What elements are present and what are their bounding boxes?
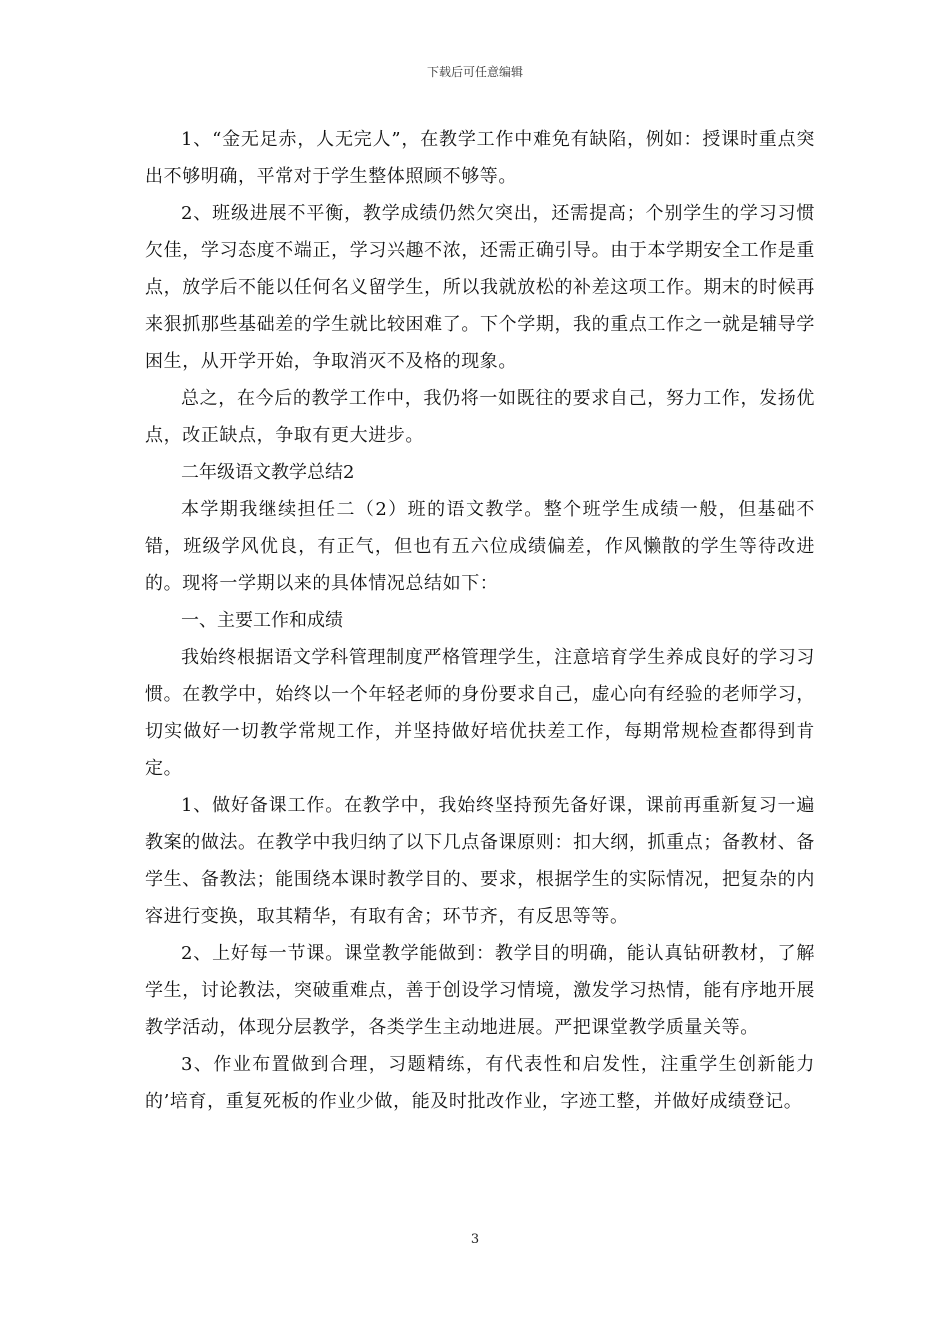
page-header: 下载后可任意编辑: [426, 65, 523, 79]
paragraph-intro: 本学期我继续担任二（2）班的语文教学。整个班学生成绩一般，但基础不错，班级学风优良，有正气，但也有五六位成绩偏差，作风懒散的学生等待改进的。现将一学期以来的具体情况总结如下：: [145, 499, 815, 594]
paragraph-homework: 3、作业布置做到合理，习题精练，有代表性和启发性，注重学生创新能力的’培育，重复死板的作业少做，能及时批改作业，字迹工整，并做好成绩登记。: [145, 1054, 815, 1112]
paragraph-shortcomings-1: 1、“金无足赤，人无完人”，在教学工作中难免有缺陷，例如：授课时重点突出不够明确，平常对于学生整体照顾不够等。: [145, 129, 815, 187]
paragraph-conclusion: 总之，在今后的教学工作中，我仍将一如既往的要求自己，努力工作，发扬优点，改正缺点，争取有更大进步。: [145, 388, 815, 446]
paragraph-teaching: 2、上好每一节课。课堂教学能做到：教学目的明确，能认真钻研教材，了解学生，讨论教法，突破重难点，善于创设学习情境，激发学习热情，能有序地开展教学活动，体现分层教学，各类学生主动地进展。严把课堂教学质量关等。: [145, 943, 815, 1038]
section-title: 二年级语文教学总结2: [181, 462, 355, 483]
document-body: [145, 121, 815, 1120]
paragraph-management: 我始终根据语文学科管理制度严格管理学生，注意培育学生养成良好的学习习惯。在教学中，始终以一个年轻老师的身份要求自己，虚心向有经验的老师学习，切实做好一切教学常规工作，并坚持做好培优扶差工作，每期常规检查都得到肯定。: [145, 647, 815, 779]
paragraph-lesson-prep: 1、做好备课工作。在教学中，我始终坚持预先备好课，课前再重新复习一遍教案的做法。在教学中我归纳了以下几点备课原则：扣大纲，抓重点；备教材、备学生、备教法；能围绕本课时教学目的、要求，根据学生的实际情况，把复杂的内容进行变换，取其精华，有取有舍；环节齐，有反思等等。: [145, 795, 815, 927]
paragraph-shortcomings-2: 2、班级进展不平衡，教学成绩仍然欠突出，还需提高；个别学生的学习习惯欠佳，学习态度不端正，学习兴趣不浓，还需正确引导。由于本学期安全工作是重点，放学后不能以任何名义留学生，所以我就放松的补差这项工作。期末的时候再来狠抓那些基础差的学生就比较困难了。下个学期，我的重点工作之一就是辅导学困生，从开学开始，争取消灭不及格的现象。: [145, 203, 815, 372]
page-number: 3: [470, 1232, 480, 1247]
section-heading-main-work: 一、主要工作和成绩: [181, 610, 343, 631]
